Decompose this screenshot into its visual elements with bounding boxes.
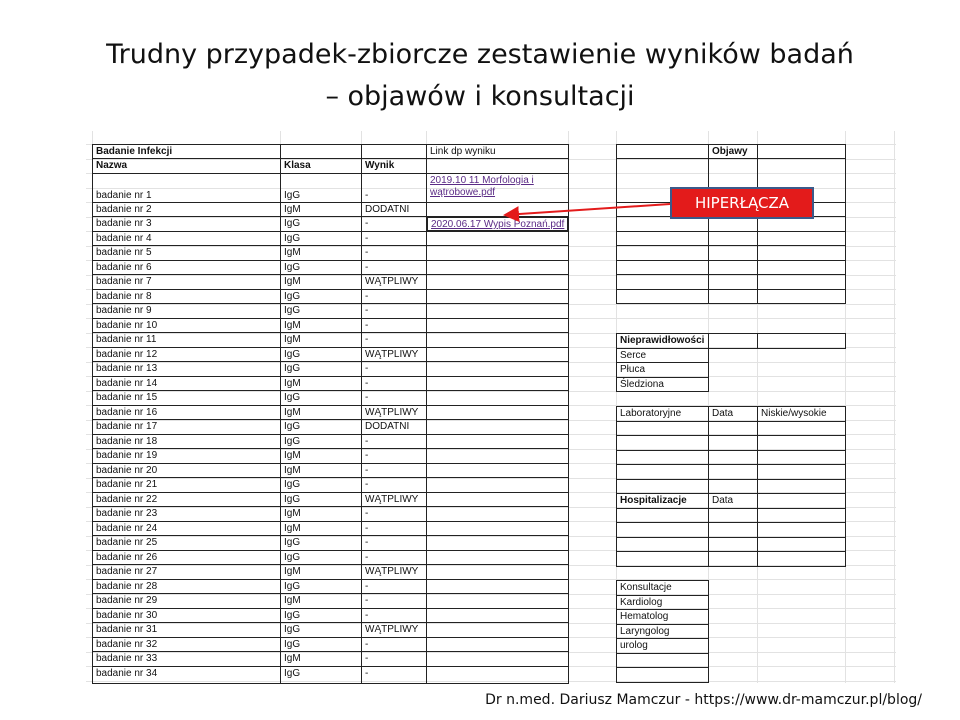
table-cell <box>426 666 569 685</box>
laboratoryjne-row <box>708 435 758 451</box>
table-cell <box>426 608 569 624</box>
table-header-link: Link dp wyniku <box>426 144 569 159</box>
objawy-row <box>616 231 709 246</box>
konsultacje-item: Kardiolog <box>616 595 709 611</box>
table-row-name: badanie nr 2 <box>92 202 281 217</box>
hospitalizacje-row <box>757 508 846 524</box>
table-row-wynik: - <box>361 535 427 551</box>
table-cell <box>426 361 569 377</box>
table-cell <box>426 593 569 609</box>
hospitalizacje-row <box>616 508 709 524</box>
table-row-name: badanie nr 5 <box>92 245 281 261</box>
table-row-name: badanie nr 10 <box>92 318 281 334</box>
hospitalizacje-title: Hospitalizacje <box>616 493 709 509</box>
table-row-wynik: - <box>361 289 427 305</box>
table-row-wynik: - <box>361 390 427 406</box>
laboratoryjne-title: Laboratoryjne <box>616 406 709 422</box>
table-row-klasa: IgM <box>280 506 362 522</box>
hospitalizacje-row <box>708 508 758 524</box>
table-cell <box>426 622 569 638</box>
hyperlinks-callout: HIPERŁĄCZA <box>670 187 814 219</box>
table-row-klasa: IgG <box>280 608 362 624</box>
table-row-wynik: - <box>361 376 427 392</box>
table-row-wynik: DODATNI <box>361 419 427 435</box>
table-cell <box>426 231 569 247</box>
laboratoryjne-row <box>708 479 758 495</box>
result-link-1-line-2[interactable]: wątrobowe.pdf <box>430 187 496 198</box>
table-row-klasa: IgG <box>280 173 362 203</box>
table-row-klasa: IgM <box>280 564 362 580</box>
table-row-klasa: IgM <box>280 318 362 334</box>
table-row-wynik: - <box>361 477 427 493</box>
table-row-wynik: - <box>361 579 427 595</box>
table-row-klasa: IgG <box>280 347 362 363</box>
table-row-klasa: IgG <box>280 622 362 638</box>
table-row-name: badanie nr 13 <box>92 361 281 377</box>
objawy-row <box>708 260 758 275</box>
table-cell <box>426 332 569 348</box>
table-row-wynik: - <box>361 434 427 450</box>
table-row-name: badanie nr 31 <box>92 622 281 638</box>
table-row-klasa: IgM <box>280 274 362 290</box>
table-row-name: badanie nr 3 <box>92 216 281 232</box>
table-row-klasa: IgG <box>280 666 362 685</box>
nieprawidlowosci-item: Serce <box>616 348 709 364</box>
laboratoryjne-row <box>757 479 846 495</box>
table-row-klasa: IgM <box>280 593 362 609</box>
objawy-row <box>708 274 758 290</box>
hospitalizacje-col-data: Data <box>708 493 758 509</box>
table-cell <box>426 463 569 479</box>
table-row-name: badanie nr 12 <box>92 347 281 363</box>
table-row-klasa: IgG <box>280 637 362 653</box>
objawy-row <box>616 289 709 304</box>
table-cell <box>426 274 569 290</box>
table-cell <box>426 506 569 522</box>
nieprawidlowosci-item: Śledziona <box>616 377 709 393</box>
konsultacje-row <box>616 653 709 669</box>
table-row-name: badanie nr 25 <box>92 535 281 551</box>
table-row-klasa: IgG <box>280 492 362 508</box>
laboratoryjne-row <box>757 450 846 466</box>
table-cell <box>426 405 569 421</box>
result-link-cell <box>426 173 569 203</box>
table-cell <box>426 564 569 580</box>
table-row-name: badanie nr 1 <box>92 173 281 203</box>
table-cell <box>361 144 427 159</box>
laboratoryjne-row <box>708 421 758 437</box>
table-row-klasa: IgG <box>280 477 362 493</box>
table-row-name: badanie nr 30 <box>92 608 281 624</box>
table-row-klasa: IgM <box>280 332 362 348</box>
laboratoryjne-row <box>616 464 709 480</box>
table-cell <box>426 535 569 551</box>
nieprawidlowosci-item: Płuca <box>616 362 709 378</box>
hospitalizacje-row <box>708 522 758 538</box>
table-row-wynik: DODATNI <box>361 202 427 217</box>
table-row-wynik: WĄTPLIWY <box>361 564 427 580</box>
table-cell <box>426 202 569 217</box>
table-row-wynik: - <box>361 608 427 624</box>
table-row-name: badanie nr 8 <box>92 289 281 305</box>
objawy-row <box>757 245 846 261</box>
table-row-wynik: - <box>361 361 427 377</box>
table-row-name: badanie nr 11 <box>92 332 281 348</box>
table-row-wynik: - <box>361 173 427 203</box>
laboratoryjne-row <box>616 450 709 466</box>
table-row-klasa: IgM <box>280 448 362 464</box>
laboratoryjne-col-niskie: Niskie/wysokie <box>757 406 846 422</box>
slide-title <box>20 34 940 118</box>
hospitalizacje-row <box>708 537 758 553</box>
table-row-klasa: IgG <box>280 231 362 247</box>
table-row-klasa: IgG <box>280 361 362 377</box>
table-row-wynik: - <box>361 666 427 685</box>
table-row-name: badanie nr 28 <box>92 579 281 595</box>
table-cell <box>280 144 362 159</box>
hospitalizacje-row <box>616 522 709 538</box>
table-row-wynik: - <box>361 231 427 247</box>
column-header-nazwa: Nazwa <box>92 158 281 174</box>
laboratoryjne-row <box>757 464 846 480</box>
table-cell <box>426 637 569 653</box>
table-row-wynik: - <box>361 260 427 276</box>
table-row-name: badanie nr 9 <box>92 303 281 319</box>
table-row-klasa: IgM <box>280 202 362 217</box>
table-cell <box>426 448 569 464</box>
table-row-name: badanie nr 23 <box>92 506 281 522</box>
laboratoryjne-row <box>757 421 846 437</box>
hospitalizacje-row <box>757 537 846 553</box>
table-row-wynik: - <box>361 593 427 609</box>
slide-title-line-2: – objawów i konsultacji <box>325 81 635 112</box>
table-row-klasa: IgG <box>280 419 362 435</box>
table-row-wynik: WĄTPLIWY <box>361 405 427 421</box>
objawy-row <box>757 289 846 304</box>
table-cell <box>426 579 569 595</box>
result-link-2[interactable]: 2020.06.17 Wypis Poznań.pdf <box>431 219 565 230</box>
table-row-name: badanie nr 4 <box>92 231 281 247</box>
table-row-wynik: - <box>361 463 427 479</box>
table-row-name: badanie nr 20 <box>92 463 281 479</box>
table-row-wynik: - <box>361 521 427 537</box>
table-cell <box>426 521 569 537</box>
laboratoryjne-row <box>616 435 709 451</box>
objawy-row <box>757 231 846 246</box>
table-row-name: badanie nr 7 <box>92 274 281 290</box>
objawy-row <box>757 274 846 290</box>
table-row-wynik: - <box>361 651 427 667</box>
objawy-row <box>708 231 758 246</box>
table-row-name: badanie nr 17 <box>92 419 281 435</box>
table-cell <box>757 333 846 349</box>
objawy-row <box>708 289 758 304</box>
slide-title-line-1: Trudny przypadek-zbiorcze zestawienie wyników badań <box>106 39 854 70</box>
table-row-name: badanie nr 29 <box>92 593 281 609</box>
table-row-wynik: - <box>361 637 427 653</box>
konsultacje-item: Hematolog <box>616 609 709 625</box>
result-link-1-line-1[interactable]: 2019.10 11 Morfologia i <box>430 175 534 186</box>
gridline-vertical <box>894 131 895 683</box>
table-row-name: badanie nr 32 <box>92 637 281 653</box>
laboratoryjne-row <box>616 479 709 495</box>
table-cell <box>426 651 569 667</box>
table-row-wynik: - <box>361 216 427 232</box>
table-row-wynik: - <box>361 448 427 464</box>
nieprawidlowosci-title: Nieprawidłowości <box>616 333 709 349</box>
table-row-wynik: - <box>361 506 427 522</box>
table-cell <box>426 434 569 450</box>
column-header-wynik: Wynik <box>361 158 427 174</box>
konsultacje-title: Konsultacje <box>616 580 709 596</box>
objawy-row <box>616 245 709 261</box>
table-row-name: badanie nr 18 <box>92 434 281 450</box>
table-row-name: badanie nr 14 <box>92 376 281 392</box>
table-row-wynik: - <box>361 318 427 334</box>
table-row-klasa: IgM <box>280 405 362 421</box>
table-row-wynik: WĄTPLIWY <box>361 347 427 363</box>
table-row-wynik: WĄTPLIWY <box>361 492 427 508</box>
result-link-cell <box>426 216 569 232</box>
table-cell <box>426 347 569 363</box>
konsultacje-item: urolog <box>616 638 709 654</box>
table-cell <box>426 158 569 174</box>
table-cell <box>426 477 569 493</box>
konsultacje-row <box>616 667 709 683</box>
table-cell <box>426 289 569 305</box>
hospitalizacje-row <box>616 537 709 553</box>
hospitalizacje-row <box>757 522 846 538</box>
table-row-wynik: WĄTPLIWY <box>361 274 427 290</box>
table-row-klasa: IgG <box>280 216 362 232</box>
table-cell <box>426 550 569 566</box>
table-header-title: Badanie Infekcji <box>92 144 281 159</box>
table-row-klasa: IgG <box>280 260 362 276</box>
column-header-klasa: Klasa <box>280 158 362 174</box>
laboratoryjne-row <box>708 464 758 480</box>
objawy-row <box>708 245 758 261</box>
table-cell <box>616 144 709 159</box>
laboratoryjne-col-data: Data <box>708 406 758 422</box>
hospitalizacje-row <box>616 551 709 567</box>
objawy-title: Objawy <box>708 144 758 159</box>
table-cell <box>757 144 846 159</box>
table-row-name: badanie nr 16 <box>92 405 281 421</box>
table-cell <box>757 493 846 509</box>
table-row-wynik: - <box>361 245 427 261</box>
laboratoryjne-row <box>708 450 758 466</box>
table-row-name: badanie nr 26 <box>92 550 281 566</box>
table-row-name: badanie nr 15 <box>92 390 281 406</box>
table-row-name: badanie nr 19 <box>92 448 281 464</box>
table-cell <box>426 390 569 406</box>
laboratoryjne-row <box>757 435 846 451</box>
table-cell <box>426 419 569 435</box>
table-row-name: badanie nr 24 <box>92 521 281 537</box>
table-cell <box>426 303 569 319</box>
hospitalizacje-row <box>757 551 846 567</box>
table-row-klasa: IgM <box>280 463 362 479</box>
laboratoryjne-row <box>616 421 709 437</box>
table-row-klasa: IgM <box>280 651 362 667</box>
table-cell <box>426 492 569 508</box>
table-row-klasa: IgG <box>280 550 362 566</box>
table-cell <box>426 318 569 334</box>
table-row-name: badanie nr 6 <box>92 260 281 276</box>
konsultacje-item: Laryngolog <box>616 624 709 640</box>
table-row-klasa: IgM <box>280 521 362 537</box>
table-row-wynik: - <box>361 303 427 319</box>
table-row-klasa: IgG <box>280 289 362 305</box>
table-row-wynik: - <box>361 550 427 566</box>
table-row-name: badanie nr 21 <box>92 477 281 493</box>
table-row-name: badanie nr 27 <box>92 564 281 580</box>
table-row-klasa: IgG <box>280 535 362 551</box>
objawy-row <box>757 260 846 275</box>
objawy-row <box>616 260 709 275</box>
table-row-name: badanie nr 33 <box>92 651 281 667</box>
table-cell <box>426 376 569 392</box>
table-row-wynik: WĄTPLIWY <box>361 622 427 638</box>
slide-footer: Dr n.med. Dariusz Mamczur - https://www.dr-mamczur.pl/blog/ <box>485 692 922 708</box>
hospitalizacje-row <box>708 551 758 567</box>
table-row-name: badanie nr 34 <box>92 666 281 685</box>
table-row-klasa: IgG <box>280 434 362 450</box>
table-cell <box>426 245 569 261</box>
objawy-row <box>616 274 709 290</box>
table-row-klasa: IgG <box>280 303 362 319</box>
table-row-klasa: IgM <box>280 245 362 261</box>
table-row-wynik: - <box>361 332 427 348</box>
table-cell <box>708 333 758 349</box>
table-row-klasa: IgG <box>280 390 362 406</box>
table-row-klasa: IgG <box>280 579 362 595</box>
table-row-name: badanie nr 22 <box>92 492 281 508</box>
table-cell <box>426 260 569 276</box>
table-row-klasa: IgM <box>280 376 362 392</box>
